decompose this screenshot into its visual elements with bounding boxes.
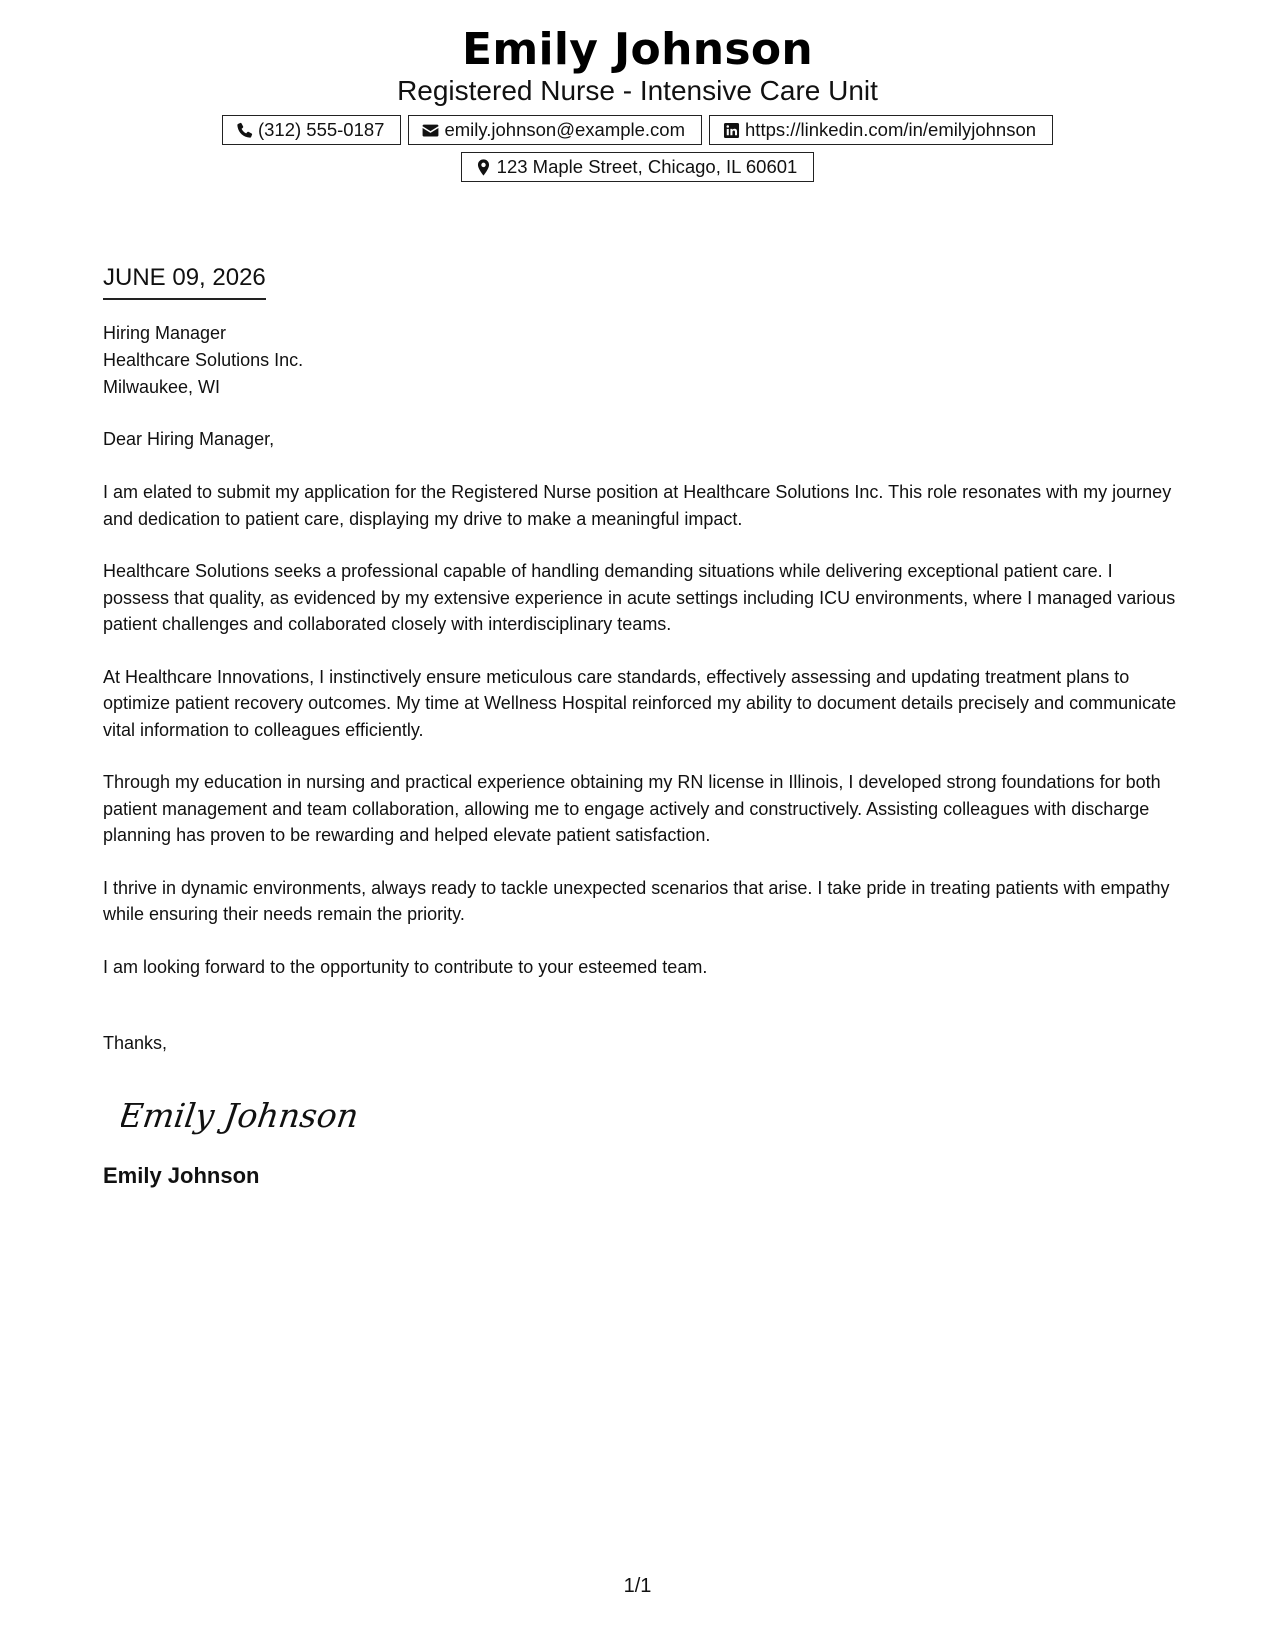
closing: Thanks, [103,1033,168,1053]
applicant-name: Emily Johnson [462,24,813,75]
letter-date: JUNE 09, 2026 [103,264,266,291]
recipient-line: Healthcare Solutions Inc. [103,350,304,370]
contact-linkedin[interactable] [709,115,1053,145]
page-indicator: 1/1 [623,1575,652,1597]
body-paragraph: Through my education in nursing and practical experience obtaining my RN license in Illinois, I developed strong foundations for both patient management and team collaboration, allowing me to engage actively and constructively. Assisting colleagues with discharge planning has proven to be rewarding and helped elevate patient satisfaction. [103,772,1161,845]
letter-body [103,263,1183,1190]
contact-row [0,115,1275,145]
body-paragraph: I am looking forward to the opportunity to contribute to your esteemed team. [103,956,708,977]
contact-email[interactable] [408,115,702,145]
email-text: emily.johnson@example.com [444,119,686,140]
contact-phone[interactable] [222,115,402,145]
recipient-block [103,320,1183,401]
applicant-title: Registered Nurse - Intensive Care Unit [397,75,878,106]
linkedin-icon [722,121,741,140]
recipient-line: Milwaukee, WI [103,377,221,397]
date-block [103,263,266,300]
body-paragraph: Healthcare Solutions seeks a professional capable of handling demanding situations while delivering exceptional patient care. I possess that quality, as evidenced by my extensive experience in acute settings including ICU environments, where I managed various patient challenges and collaborated closely with interdisciplinary teams. [103,561,1176,634]
recipient-line: Hiring Manager [103,323,227,343]
address-text: 123 Maple Street, Chicago, IL 60601 [496,156,798,177]
contact-address[interactable] [461,152,815,182]
linkedin-text: https://linkedin.com/in/emilyjohnson [745,119,1037,140]
body-paragraph: I am elated to submit my application for the Registered Nurse position at Healthcare Solutions Inc. This role resonates with my journey and dedication to patient care, displaying my drive to make a meaningful impact. [103,482,1172,529]
map-pin-icon [474,158,493,177]
salutation: Dear Hiring Manager, [103,429,275,449]
body-paragraph: At Healthcare Innovations, I instinctively ensure meticulous care standards, effectively assessing and updating treatment plans to optimize patient recovery outcomes. My time at Wellness Hospital reinforced my ability to document details precisely and communicate vital information to colleagues efficiently. [103,666,1177,740]
contact-row-address [0,152,1275,182]
envelope-icon [421,121,440,140]
letter-header [0,24,1275,182]
signer-name: Emily Johnson [103,1163,260,1188]
body-paragraph: I thrive in dynamic environments, always ready to tackle unexpected scenarios that arise. I take pride in treating patients with empathy while ensuring their needs remain the priority. [103,877,1170,924]
phone-text: (312) 555-0187 [257,119,385,140]
handwritten-signature [121,1087,361,1143]
phone-icon [235,121,254,140]
signature-glyphs: Emily Johnson [121,1096,361,1135]
